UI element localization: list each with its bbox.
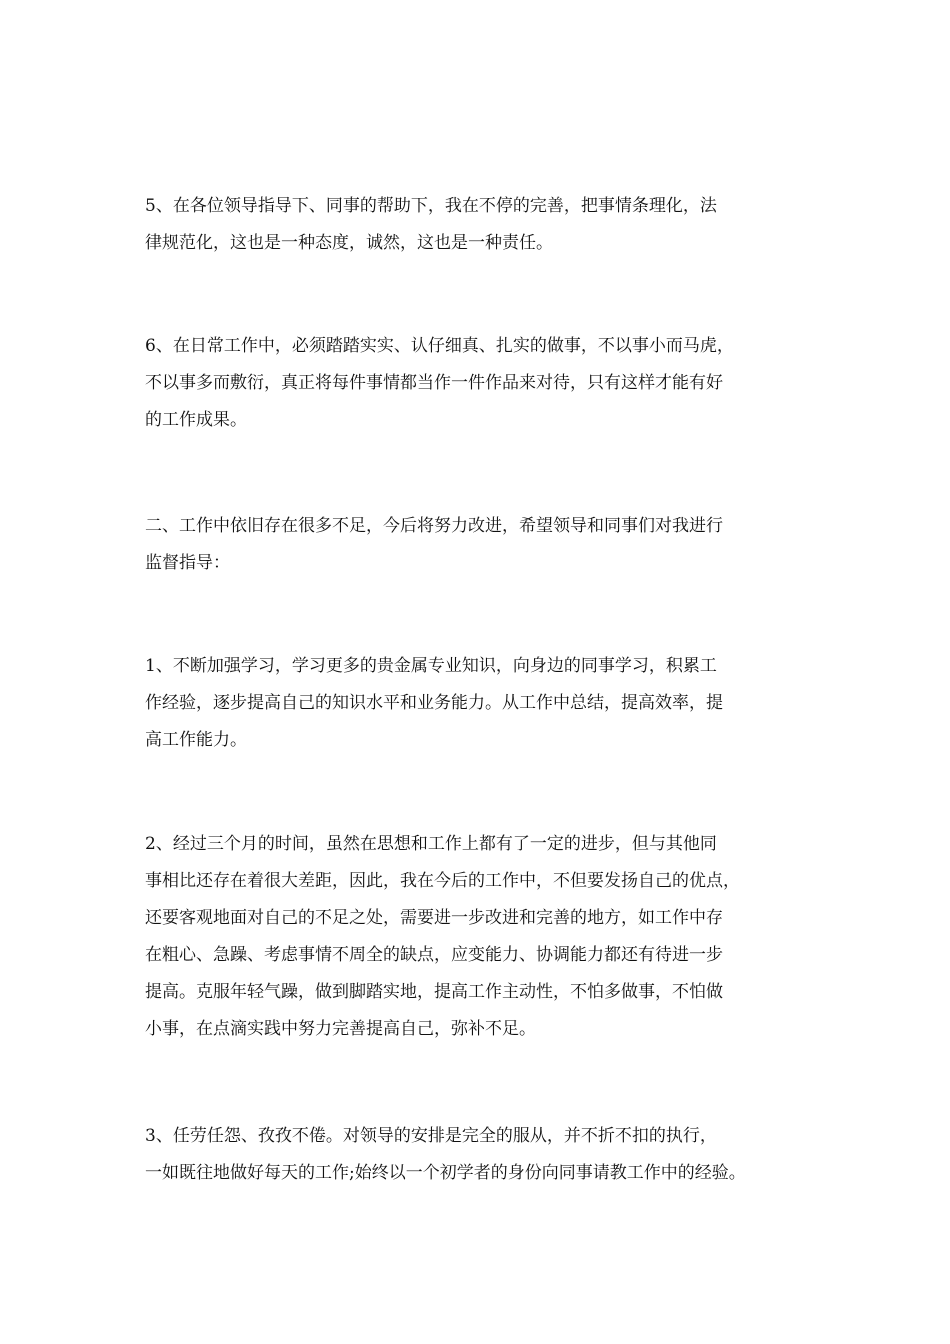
text-line: 高工作能力。 <box>145 730 247 750</box>
paragraph-improve-2 <box>145 826 740 1048</box>
text-line: 还要客观地面对自己的不足之处，需要进一步改进和完善的地方，如工作中存 <box>145 908 723 928</box>
text-line: 一如既往地做好每天的工作;始终以一个初学者的身份向同事请教工作中的经验。 <box>145 1163 746 1183</box>
text-line: 3、任劳任怨、孜孜不倦。对领导的安排是完全的服从，并不折不扣的执行， <box>145 1126 717 1146</box>
text-line: 小事，在点滴实践中努力完善提高自己，弥补不足。 <box>145 1019 536 1039</box>
text-line: 作经验，逐步提高自己的知识水平和业务能力。从工作中总结，提高效率，提 <box>145 693 723 713</box>
text-line: 二、工作中依旧存在很多不足，今后将努力改进，希望领导和同事们对我进行 <box>145 516 723 536</box>
text-line: 1、不断加强学习，学习更多的贵金属专业知识，向身边的同事学习，积累工 <box>145 656 717 676</box>
text-line: 提高。克服年轻气躁，做到脚踏实地，提高工作主动性，不怕多做事，不怕做 <box>145 982 723 1002</box>
paragraph-improve-3 <box>145 1118 746 1192</box>
text-line: 6、在日常工作中，必须踏踏实实、认仔细真、扎实的做事，不以事小而马虎， <box>145 336 734 356</box>
text-line: 的工作成果。 <box>145 410 247 430</box>
text-line: 监督指导： <box>145 553 230 573</box>
paragraph-improve-1 <box>145 648 723 759</box>
text-line: 不以事多而敷衍，真正将每件事情都当作一件作品来对待，只有这样才能有好 <box>145 373 723 393</box>
text-line: 事相比还存在着很大差距，因此，我在今后的工作中，不但要发扬自己的优点， <box>145 871 740 891</box>
paragraph-item-6 <box>145 328 734 439</box>
paragraph-section-2-heading <box>145 508 723 582</box>
text-line: 在粗心、急躁、考虑事情不周全的缺点，应变能力、协调能力都还有待进一步 <box>145 945 723 965</box>
text-line: 2、经过三个月的时间，虽然在思想和工作上都有了一定的进步，但与其他同 <box>145 834 717 854</box>
text-line: 律规范化，这也是一种态度，诚然，这也是一种责任。 <box>145 233 553 253</box>
paragraph-item-5 <box>145 188 717 262</box>
text-line: 5、在各位领导指导下、同事的帮助下，我在不停的完善，把事情条理化，法 <box>145 196 717 216</box>
